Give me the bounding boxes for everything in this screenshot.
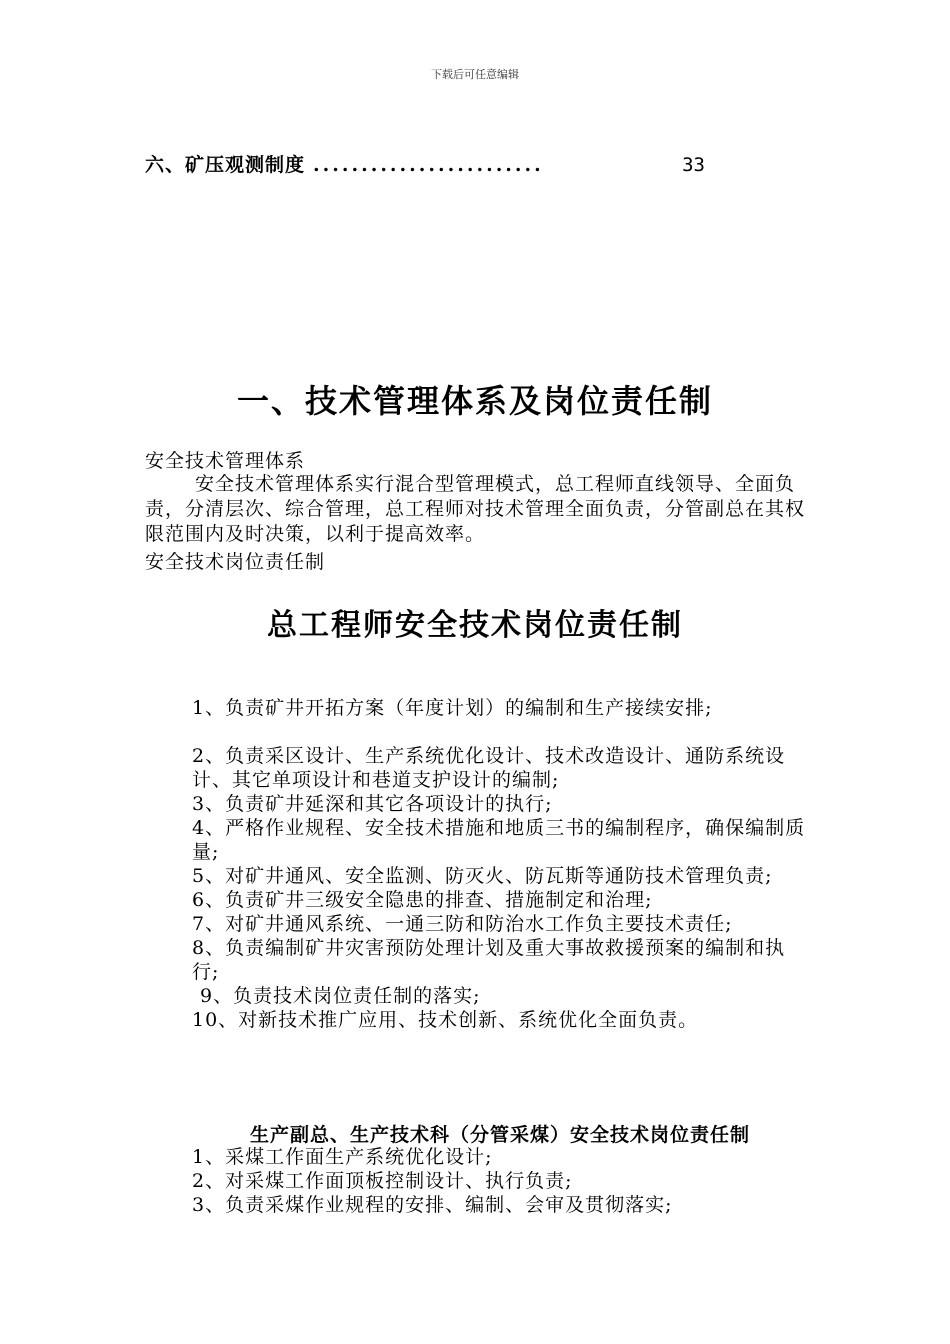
list-item: 3、负责矿井延深和其它各项设计的执行; [192,793,553,815]
list-item: 1、采煤工作面生产系统优化设计; [192,1146,493,1168]
chief-duty-list [192,744,812,1032]
list-item: 10、对新技术推广应用、技术创新、系统优化全面负责。 [192,1009,699,1031]
main-heading: 一、技术管理体系及岗位责任制 [236,382,713,420]
section-label-system: 安全技术管理体系 [145,450,306,472]
page-header-note: 下载后可任意编辑 [431,68,519,81]
list-item: 8、负责编制矿井灾害预防处理计划及重大事故救援预案的编制和执行; [192,937,786,983]
list-item: 2、负责采区设计、生产系统优化设计、技术改造设计、通防系统设计、其它单项设计和巷道支护设计的编制; [192,745,786,791]
toc-entry[interactable] [145,150,705,176]
production-duty-list [192,1145,812,1217]
toc-leader-dots: ........................ [313,154,544,176]
list-item: 3、负责采煤作业规程的安排、编制、会审及贯彻落实; [192,1194,673,1216]
chief-engineer-heading: 总工程师安全技术岗位责任制 [267,608,683,643]
toc-entry-title: 六、矿压观测制度 [145,154,306,176]
list-item: 4、严格作业规程、安全技术措施和地质三书的编制程序，确保编制质量; [192,817,806,863]
list-item: 7、对矿井通风系统、一通三防和防治水工作负主要技术责任; [192,913,733,935]
list-item: 5、对矿井通风、安全监测、防灭火、防瓦斯等通防技术管理负责; [192,865,773,887]
list-item: 2、对采煤工作面顶板控制设计、执行负责; [192,1170,573,1192]
section-label-duty: 安全技术岗位责任制 [145,551,326,573]
intro-paragraph: 安全技术管理体系实行混合型管理模式，总工程师直线领导、全面负责，分清层次、综合管理，总工程师对技术管理全面负责，分管副总在其权限范围内及时决策，以利于提高效率。 [145,473,806,545]
list-item: 1、负责矿井开拓方案（年度计划）的编制和生产接续安排; [192,697,713,719]
production-heading: 生产副总、生产技术科（分管采煤）安全技术岗位责任制 [249,1124,750,1146]
chief-duty-list-first [192,696,812,720]
list-item: 6、负责矿井三级安全隐患的排查、措施制定和治理; [192,889,653,911]
toc-page-number: 33 [682,154,705,176]
list-item: 9、负责技术岗位责任制的落实; [200,985,481,1007]
